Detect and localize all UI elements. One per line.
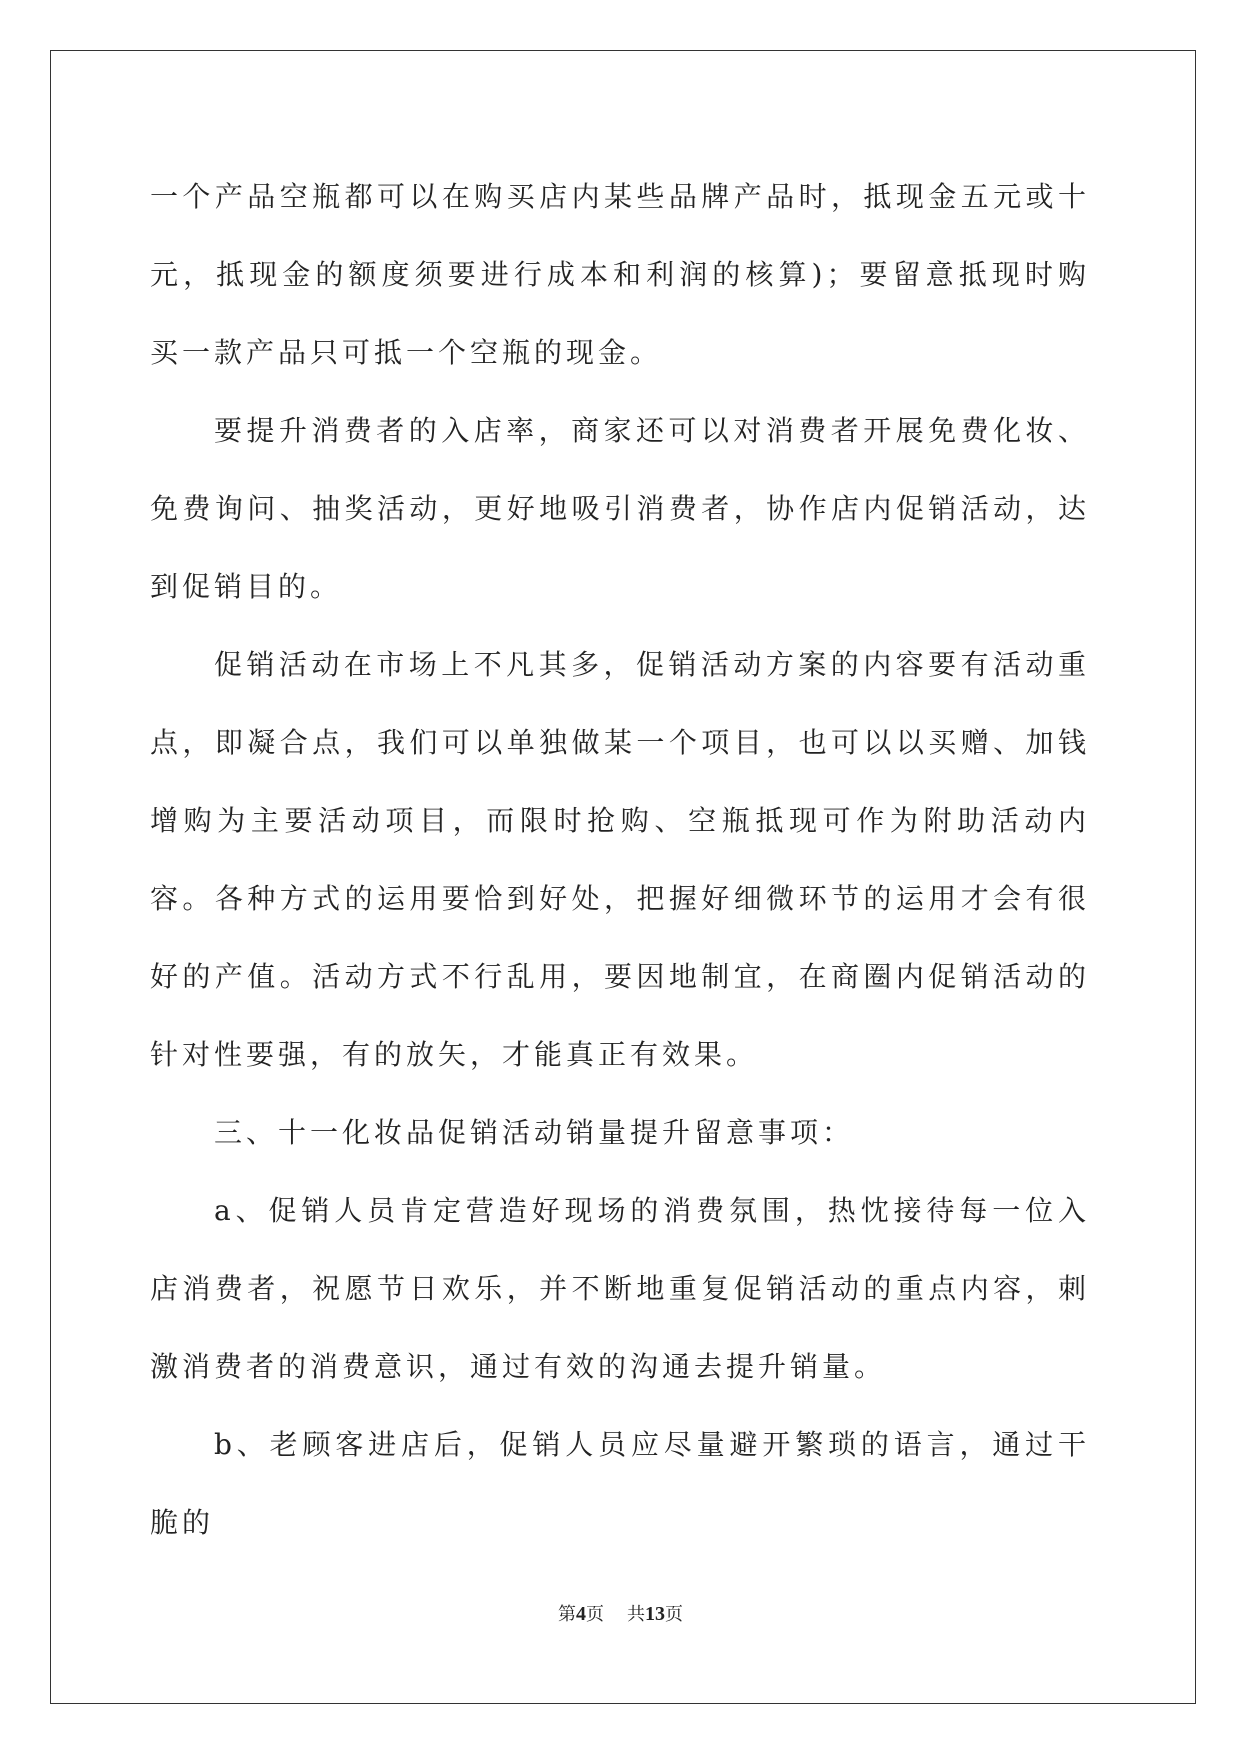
paragraph-2: 要提升消费者的入店率，商家还可以对消费者开展免费化妆、免费询问、抽奖活动，更好地吸引消费者，协作店内促销活动，达到促销目的。 <box>150 414 1090 603</box>
section-heading: 三、十一化妆品促销活动销量提升留意事项： <box>214 1116 855 1149</box>
footer-prefix: 第 <box>558 1604 577 1625</box>
page-footer <box>0 1600 1241 1626</box>
document-body <box>150 158 1090 1562</box>
footer-total-prefix: 共 <box>626 1604 645 1625</box>
paragraph-3: 促销活动在市场上不凡其多，促销活动方案的内容要有活动重点，即凝合点，我们可以单独做某一个项目，也可以以买赠、加钱增购为主要活动项目，而限时抢购、空瓶抵现可作为附助活动内容。各种方式的运用要恰到好处，把握好细微环节的运用才会有很好的产值。活动方式不行乱用，要因地制宜，在商圈内促销活动的针对性要强，有的放矢，才能真正有效果。 <box>150 648 1090 1071</box>
current-page-number: 4 <box>576 1603 587 1625</box>
paragraph-1: 一个产品空瓶都可以在购买店内某些品牌产品时，抵现金五元或十元，抵现金的额度须要进行成本和利润的核算)；要留意抵现时购买一款产品只可抵一个空瓶的现金。 <box>150 180 1090 369</box>
paragraph-item-a: a、促销人员肯定营造好现场的消费氛围，热忱接待每一位入店消费者，祝愿节日欢乐，并不断地重复促销活动的重点内容，刺激消费者的消费意识，通过有效的沟通去提升销量。 <box>150 1194 1090 1383</box>
footer-page-word: 页 <box>586 1604 605 1625</box>
total-pages-number: 13 <box>644 1603 665 1625</box>
footer-total-suffix: 页 <box>664 1604 683 1625</box>
paragraph-item-b: b、老顾客进店后，促销人员应尽量避开繁琐的语言，通过干脆的 <box>150 1428 1090 1539</box>
